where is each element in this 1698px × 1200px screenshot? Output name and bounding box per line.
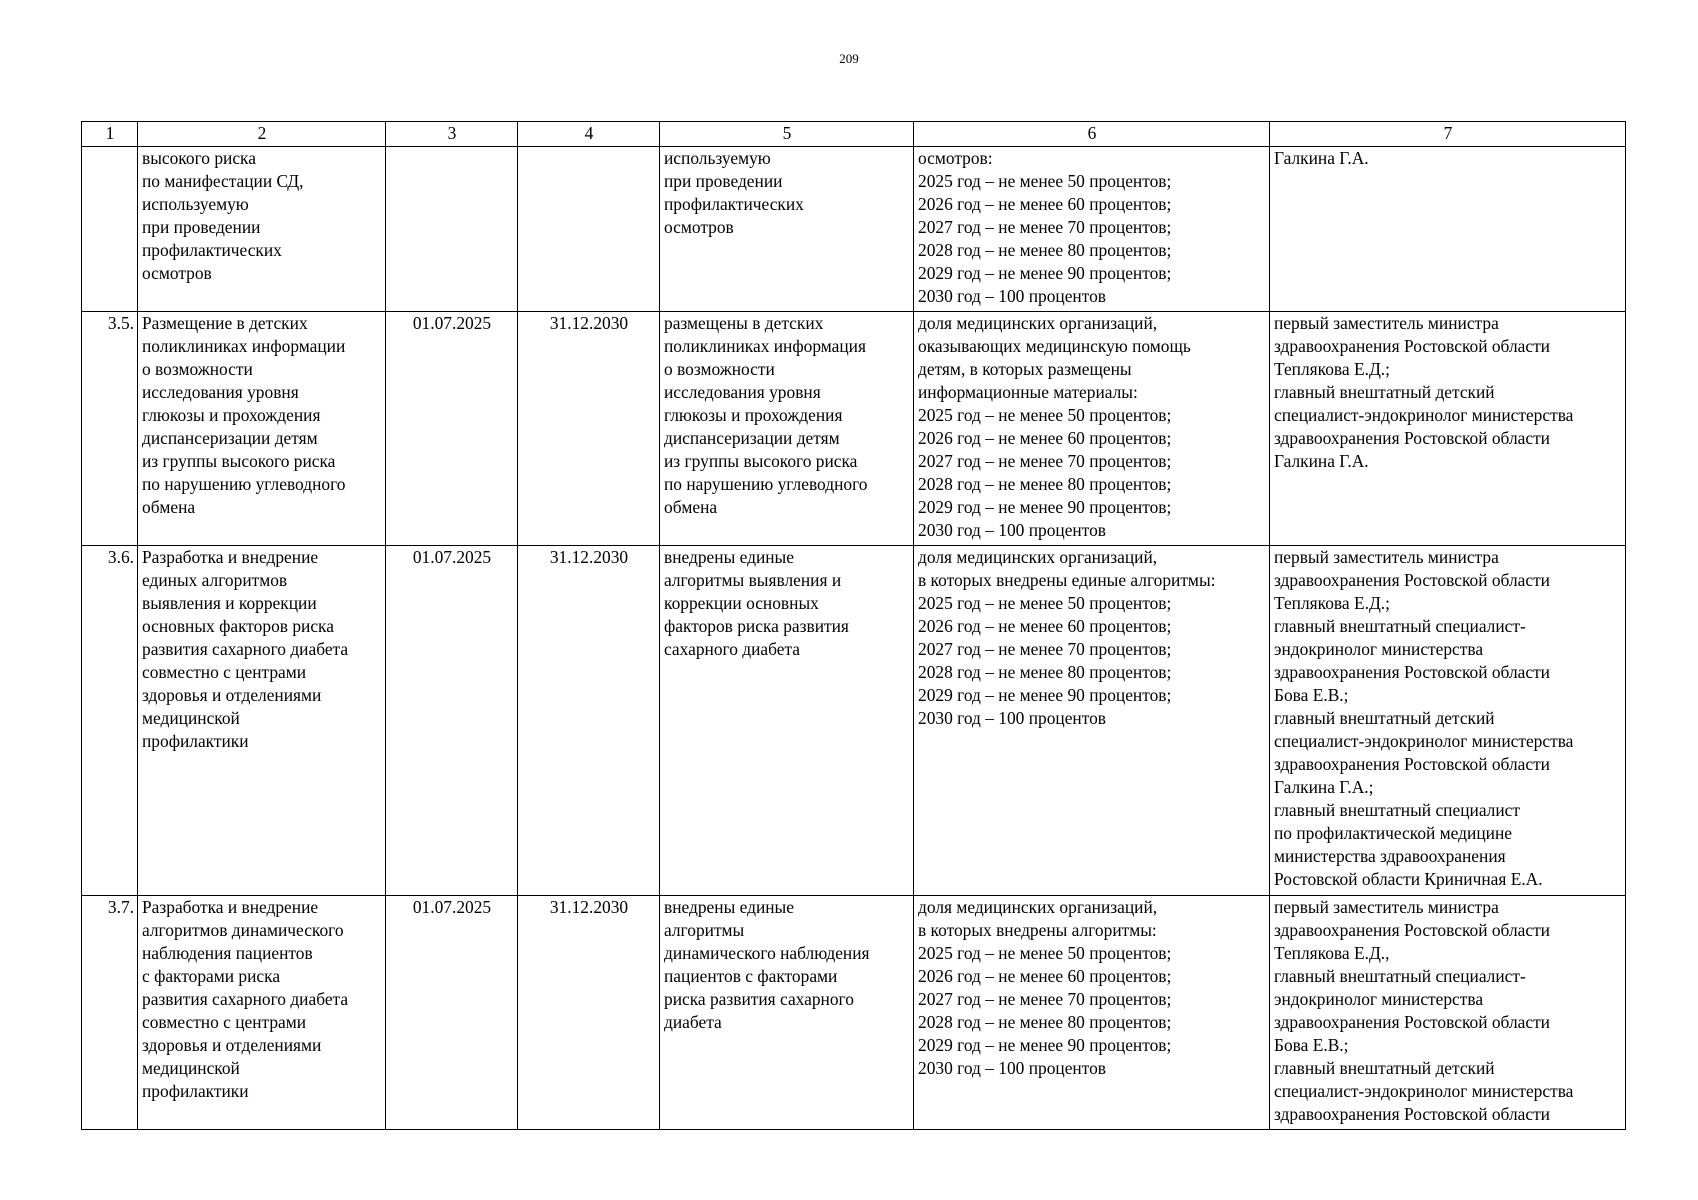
header-col-1: 1	[82, 122, 138, 147]
indicator-cell	[914, 147, 1270, 312]
cell-line: главный внештатный специалист-	[1274, 616, 1526, 636]
header-col-5: 5	[660, 122, 914, 147]
cell-line: главный внештатный детский	[1274, 708, 1495, 728]
cell-line: коррекции основных	[664, 593, 819, 613]
cell-line: алгоритмы выявления и	[664, 570, 842, 590]
cell-line: Галкина Г.А.;	[1274, 777, 1374, 797]
cell-line: 2028 год – не менее 80 процентов;	[918, 1012, 1172, 1032]
cell-line: 2030 год – 100 процентов	[918, 520, 1107, 540]
event-cell	[138, 147, 386, 312]
cell-line: медицинской	[142, 1058, 240, 1078]
cell-line: в которых внедрены единые алгоритмы:	[918, 570, 1216, 590]
activity-table	[81, 121, 1626, 1130]
header-col-7: 7	[1270, 122, 1626, 147]
cell-line: профилактических	[664, 194, 804, 214]
cell-line: пациентов с факторами	[664, 966, 838, 986]
cell-line: здравоохранения Ростовской области	[1274, 754, 1550, 774]
responsible-cell	[1270, 546, 1626, 896]
end-date: 31.12.2030	[518, 896, 660, 1130]
cell-line: здравоохранения Ростовской области	[1274, 1104, 1550, 1124]
cell-line: 2030 год – 100 процентов	[918, 1058, 1107, 1078]
cell-line: поликлиниках информация	[664, 336, 866, 356]
cell-line: из группы высокого риска	[142, 451, 336, 471]
cell-line: Разработка и внедрение	[142, 547, 319, 567]
cell-line: специалист-эндокринолог министерства	[1274, 731, 1574, 751]
cell-line: наблюдения пациентов	[142, 943, 313, 963]
cell-line: министерства здравоохранения	[1274, 846, 1506, 866]
cell-line: 2028 год – не менее 80 процентов;	[918, 662, 1172, 682]
cell-line: используемую	[142, 194, 249, 214]
header-col-3: 3	[386, 122, 518, 147]
table-row	[82, 312, 1626, 546]
cell-line: 2026 год – не менее 60 процентов;	[918, 428, 1172, 448]
cell-line: 2029 год – не менее 90 процентов;	[918, 685, 1172, 705]
cell-line: совместно с центрами	[142, 662, 307, 682]
cell-line: здоровья и отделениями	[142, 685, 322, 705]
cell-line: 2025 год – не менее 50 процентов;	[918, 405, 1172, 425]
cell-line: 2028 год – не менее 80 процентов;	[918, 240, 1172, 260]
cell-line: специалист-эндокринолог министерства	[1274, 1081, 1574, 1101]
cell-line: здравоохранения Ростовской области	[1274, 336, 1550, 356]
cell-line: первый заместитель министра	[1274, 897, 1499, 917]
table-row	[82, 896, 1626, 1130]
cell-line: здравоохранения Ростовской области	[1274, 662, 1550, 682]
cell-line: доля медицинских организаций,	[918, 897, 1158, 917]
event-cell	[138, 896, 386, 1130]
cell-line: развития сахарного диабета	[142, 639, 349, 659]
table-row	[82, 147, 1626, 312]
header-col-4: 4	[518, 122, 660, 147]
cell-line: доля медицинских организаций,	[918, 313, 1158, 333]
cell-line: внедрены единые	[664, 897, 794, 917]
cell-line: о возможности	[664, 359, 775, 379]
cell-line: диспансеризации детям	[142, 428, 318, 448]
indicator-cell	[914, 312, 1270, 546]
cell-line: детям, в которых размещены	[918, 359, 1132, 379]
cell-line: 2030 год – 100 процентов	[918, 286, 1107, 306]
cell-line: алгоритмы	[664, 920, 745, 940]
cell-line: используемую	[664, 148, 771, 168]
cell-line: 2025 год – не менее 50 процентов;	[918, 943, 1172, 963]
header-row	[82, 122, 1626, 147]
cell-line: специалист-эндокринолог министерства	[1274, 405, 1574, 425]
cell-line: развития сахарного диабета	[142, 989, 349, 1009]
cell-line: 2025 год – не менее 50 процентов;	[918, 593, 1172, 613]
cell-line: осмотров	[142, 263, 212, 283]
cell-line: поликлиниках информации	[142, 336, 346, 356]
cell-line: 2027 год – не менее 70 процентов;	[918, 639, 1172, 659]
responsible-cell	[1270, 147, 1626, 312]
cell-line: динамического наблюдения	[664, 943, 870, 963]
cell-line: по нарушению углеводного	[142, 474, 346, 494]
cell-line: при проведении	[664, 171, 783, 191]
cell-line: сахарного диабета	[664, 639, 801, 659]
cell-line: алгоритмов динамического	[142, 920, 344, 940]
cell-line: 2029 год – не менее 90 процентов;	[918, 497, 1172, 517]
indicator-cell	[914, 896, 1270, 1130]
cell-line: исследования уровня	[664, 382, 821, 402]
cell-line: диабета	[664, 1012, 722, 1032]
cell-line: медицинской	[142, 708, 240, 728]
cell-line: Бова Е.В.;	[1274, 685, 1349, 705]
cell-line: единых алгоритмов	[142, 570, 288, 590]
cell-line: внедрены единые	[664, 547, 794, 567]
cell-line: по манифестации СД,	[142, 171, 304, 191]
end-date	[518, 147, 660, 312]
cell-line: 2030 год – 100 процентов	[918, 708, 1107, 728]
row-number	[82, 147, 138, 312]
cell-line: по профилактической медицине	[1274, 823, 1512, 843]
cell-line: главный внештатный специалист-	[1274, 966, 1526, 986]
cell-line: информационные материалы:	[918, 382, 1138, 402]
start-date	[386, 147, 518, 312]
cell-line: обмена	[142, 497, 196, 517]
cell-line: главный внештатный специалист	[1274, 800, 1520, 820]
cell-line: осмотров:	[918, 148, 993, 168]
cell-line: диспансеризации детям	[664, 428, 840, 448]
result-cell	[660, 546, 914, 896]
cell-line: обмена	[664, 497, 718, 517]
cell-line: выявления и коррекции	[142, 593, 317, 613]
cell-line: из группы высокого риска	[664, 451, 858, 471]
cell-line: здравоохранения Ростовской области	[1274, 428, 1550, 448]
cell-line: глюкозы и прохождения	[664, 405, 843, 425]
cell-line: в которых внедрены алгоритмы:	[918, 920, 1157, 940]
row-number: 3.6.	[82, 546, 138, 896]
cell-line: 2026 год – не менее 60 процентов;	[918, 616, 1172, 636]
cell-line: 2029 год – не менее 90 процентов;	[918, 1035, 1172, 1055]
cell-line: главный внештатный детский	[1274, 382, 1495, 402]
result-cell	[660, 312, 914, 546]
row-number: 3.7.	[82, 896, 138, 1130]
cell-line: о возможности	[142, 359, 253, 379]
cell-line: профилактики	[142, 1081, 249, 1101]
cell-line: Ростовской области Криничная Е.А.	[1274, 869, 1543, 889]
start-date: 01.07.2025	[386, 546, 518, 896]
cell-line: эндокринолог министерства	[1274, 989, 1484, 1009]
header-col-2: 2	[138, 122, 386, 147]
cell-line: доля медицинских организаций,	[918, 547, 1158, 567]
cell-line: совместно с центрами	[142, 1012, 307, 1032]
start-date: 01.07.2025	[386, 896, 518, 1130]
cell-line: риска развития сахарного	[664, 989, 854, 1009]
end-date: 31.12.2030	[518, 546, 660, 896]
event-cell	[138, 546, 386, 896]
cell-line: 2028 год – не менее 80 процентов;	[918, 474, 1172, 494]
indicator-cell	[914, 546, 1270, 896]
cell-line: здоровья и отделениями	[142, 1035, 322, 1055]
cell-line: высокого риска	[142, 148, 256, 168]
cell-line: Теплякова Е.Д.,	[1274, 943, 1390, 963]
event-cell	[138, 312, 386, 546]
cell-line: 2029 год – не менее 90 процентов;	[918, 263, 1172, 283]
result-cell	[660, 147, 914, 312]
responsible-cell	[1270, 896, 1626, 1130]
responsible-cell	[1270, 312, 1626, 546]
cell-line: эндокринолог министерства	[1274, 639, 1484, 659]
cell-line: оказывающих медицинскую помощь	[918, 336, 1191, 356]
cell-line: профилактических	[142, 240, 282, 260]
cell-line: размещены в детских	[664, 313, 824, 333]
cell-line: исследования уровня	[142, 382, 299, 402]
cell-line: здравоохранения Ростовской области	[1274, 1012, 1550, 1032]
cell-line: по нарушению углеводного	[664, 474, 868, 494]
cell-line: 2027 год – не менее 70 процентов;	[918, 989, 1172, 1009]
cell-line: с факторами риска	[142, 966, 281, 986]
cell-line: Теплякова Е.Д.;	[1274, 593, 1390, 613]
cell-line: 2026 год – не менее 60 процентов;	[918, 194, 1172, 214]
cell-line: глюкозы и прохождения	[142, 405, 321, 425]
cell-line: 2027 год – не менее 70 процентов;	[918, 451, 1172, 471]
header-col-6: 6	[914, 122, 1270, 147]
cell-line: Галкина Г.А.	[1274, 148, 1369, 168]
cell-line: Бова Е.В.;	[1274, 1035, 1349, 1055]
page-number: 209	[839, 51, 859, 66]
end-date: 31.12.2030	[518, 312, 660, 546]
cell-line: Галкина Г.А.	[1274, 451, 1369, 471]
cell-line: Теплякова Е.Д.;	[1274, 359, 1390, 379]
cell-line: 2027 год – не менее 70 процентов;	[918, 217, 1172, 237]
result-cell	[660, 896, 914, 1130]
cell-line: 2026 год – не менее 60 процентов;	[918, 966, 1172, 986]
start-date: 01.07.2025	[386, 312, 518, 546]
cell-line: здравоохранения Ростовской области	[1274, 570, 1550, 590]
cell-line: при проведении	[142, 217, 261, 237]
row-number: 3.5.	[82, 312, 138, 546]
cell-line: первый заместитель министра	[1274, 547, 1499, 567]
cell-line: здравоохранения Ростовской области	[1274, 920, 1550, 940]
cell-line: первый заместитель министра	[1274, 313, 1499, 333]
cell-line: профилактики	[142, 731, 249, 751]
table-row	[82, 546, 1626, 896]
cell-line: основных факторов риска	[142, 616, 334, 636]
cell-line: осмотров	[664, 217, 734, 237]
cell-line: 2025 год – не менее 50 процентов;	[918, 171, 1172, 191]
cell-line: Разработка и внедрение	[142, 897, 319, 917]
cell-line: главный внештатный детский	[1274, 1058, 1495, 1078]
cell-line: Размещение в детских	[142, 313, 308, 333]
cell-line: факторов риска развития	[664, 616, 849, 636]
